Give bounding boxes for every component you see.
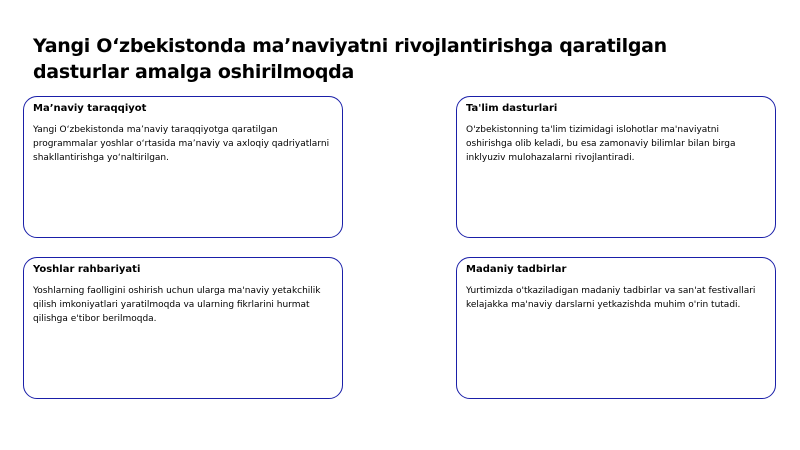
card-madaniy-tadbirlar — [456, 257, 776, 399]
card-yoshlar-rahbariyati — [23, 257, 343, 399]
card-heading: Yoshlar rahbariyati — [33, 264, 141, 275]
card-body: Yoshlarning faolligini oshirish uchun ularga ma'naviy yetakchilik qilish imkoniyatlari yaratilmoqda va ularning fikrlarini hurmat qilishga e'tibor berilmoqda. — [33, 286, 321, 324]
card-talim-dasturlari — [456, 96, 776, 238]
card-body: Yangi O‘zbekistonda ma’naviy taraqqiyotga qaratilgan programmalar yoshlar o‘rtasida ma’naviy va axloqiy qadriyatlarni shakllantirishga yo‘naltirilgan. — [33, 125, 330, 163]
card-heading: Ma’naviy taraqqiyot — [33, 103, 147, 114]
card-heading: Ta'lim dasturlari — [466, 103, 558, 114]
card-manaviy-taraqqiyot — [23, 96, 343, 238]
card-heading: Madaniy tadbirlar — [466, 264, 567, 275]
slide-title: Yangi Oʻzbekistonda maʼnaviyatni rivojlantirishga qaratilgan dasturlar amalga oshirilmoqda — [33, 35, 667, 83]
card-body: O'zbekistonning ta'lim tizimidagi islohotlar ma'naviyatni oshirishga olib keladi, bu esa zamonaviy bilimlar bilan birga inklyuziv mulohazalarni rivojlantiradi. — [466, 125, 736, 163]
card-body: Yurtimizda o'tkaziladigan madaniy tadbirlar va san'at festivallari kelajakka ma'naviy darslarni yetkazishda muhim o'rin tutadi. — [466, 286, 756, 310]
